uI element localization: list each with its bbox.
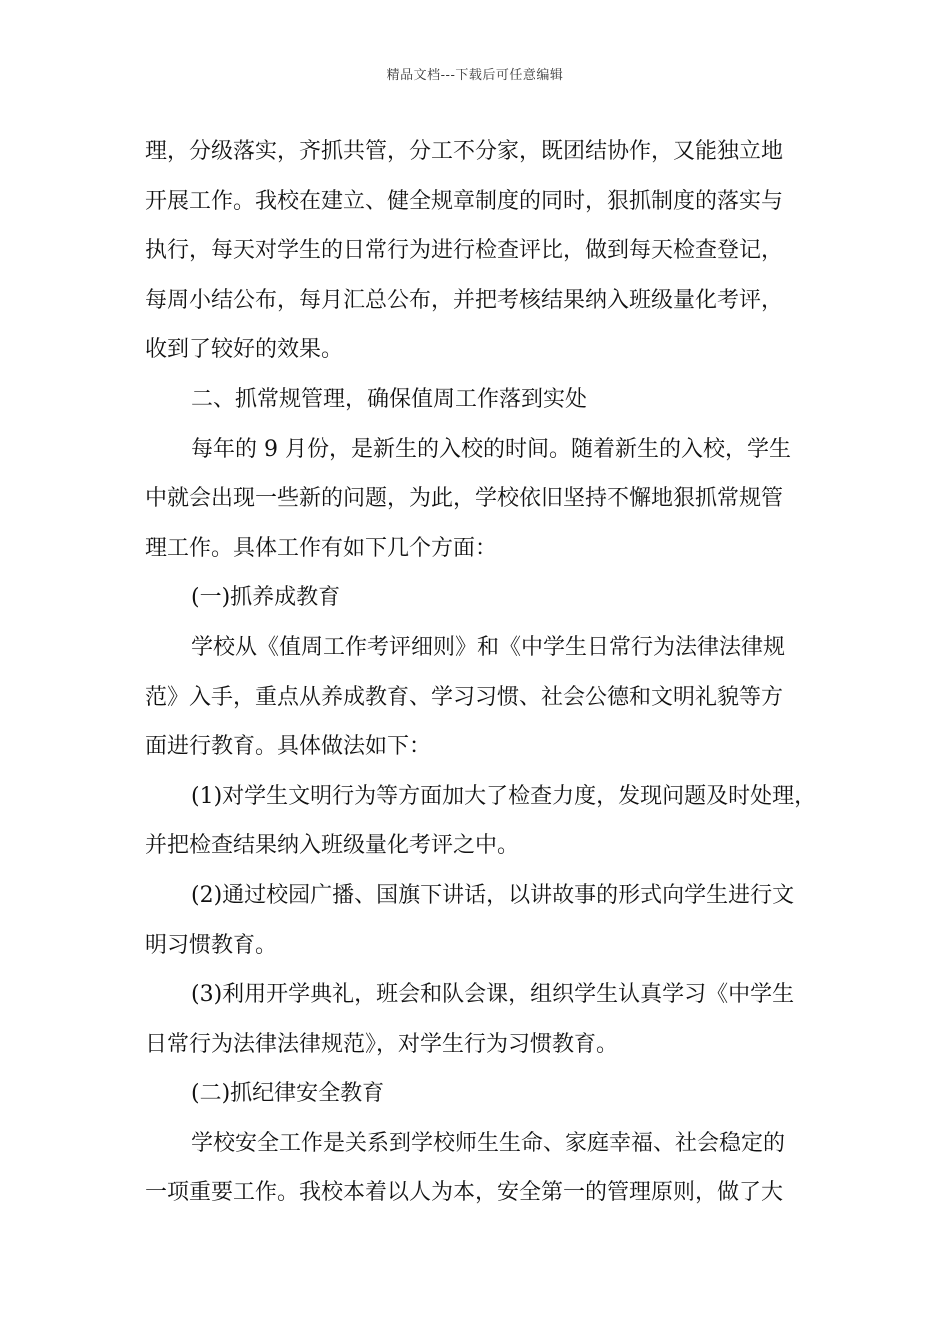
text-line: (1)对学生文明行为等方面加大了检查力度，发现问题及时处理，: [191, 783, 817, 809]
text-line: 并把检查结果纳入班级量化考评之中。: [145, 833, 520, 859]
text-line: 开展工作。我校在建立、健全规章制度的同时，狠抓制度的落实与: [145, 188, 784, 214]
text-line: 明习惯教育。: [145, 932, 278, 958]
text-line: 面进行教育。具体做法如下：: [145, 734, 432, 760]
text-line: 每周小结公布，每月汇总公布，并把考核结果纳入班级量化考评，: [145, 287, 784, 313]
text-line: (3)利用开学典礼，班会和队会课，组织学生认真学习《中学生: [191, 982, 795, 1008]
text-line: (二)抓纪律安全教育: [191, 1081, 385, 1107]
text-line: 中就会出现一些新的问题，为此，学校依旧坚持不懈地狠抓常规管: [145, 486, 784, 512]
text-line: (一)抓养成教育: [191, 585, 341, 611]
text-line: 日常行为法律法律规范》，对学生行为习惯教育。: [145, 1031, 619, 1057]
text-line: 二、抓常规管理，确保值周工作落到实处: [191, 386, 588, 412]
text-line: 一项重要工作。我校本着以人为本，安全第一的管理原则，做了大: [145, 1180, 784, 1206]
text-line: 执行，每天对学生的日常行为进行检查评比，做到每天检查登记，: [145, 238, 784, 264]
text-line: (2)通过校园广播、国旗下讲话，以讲故事的形式向学生进行文: [191, 882, 795, 908]
text-line: 学校从《值周工作考评细则》和《中学生日常行为法律法律规: [191, 634, 786, 660]
text-line: 学校安全工作是关系到学校师生生命、家庭幸福、社会稳定的: [191, 1130, 786, 1156]
text-line: 理工作。具体工作有如下几个方面：: [145, 535, 498, 561]
text-line: 理，分级落实，齐抓共管，分工不分家，既团结协作，又能独立地: [145, 139, 784, 164]
text-line: 收到了较好的效果。: [145, 337, 344, 363]
text-line: 每年的 9 月份，是新生的入校的时间。随着新生的入校，学生: [191, 436, 791, 462]
text-line: 范》入手，重点从养成教育、学习习惯、社会公德和文明礼貌等方: [145, 684, 784, 710]
document-body: [145, 127, 817, 1218]
page-header: 精品文档---下载后可任意编辑: [386, 68, 564, 83]
